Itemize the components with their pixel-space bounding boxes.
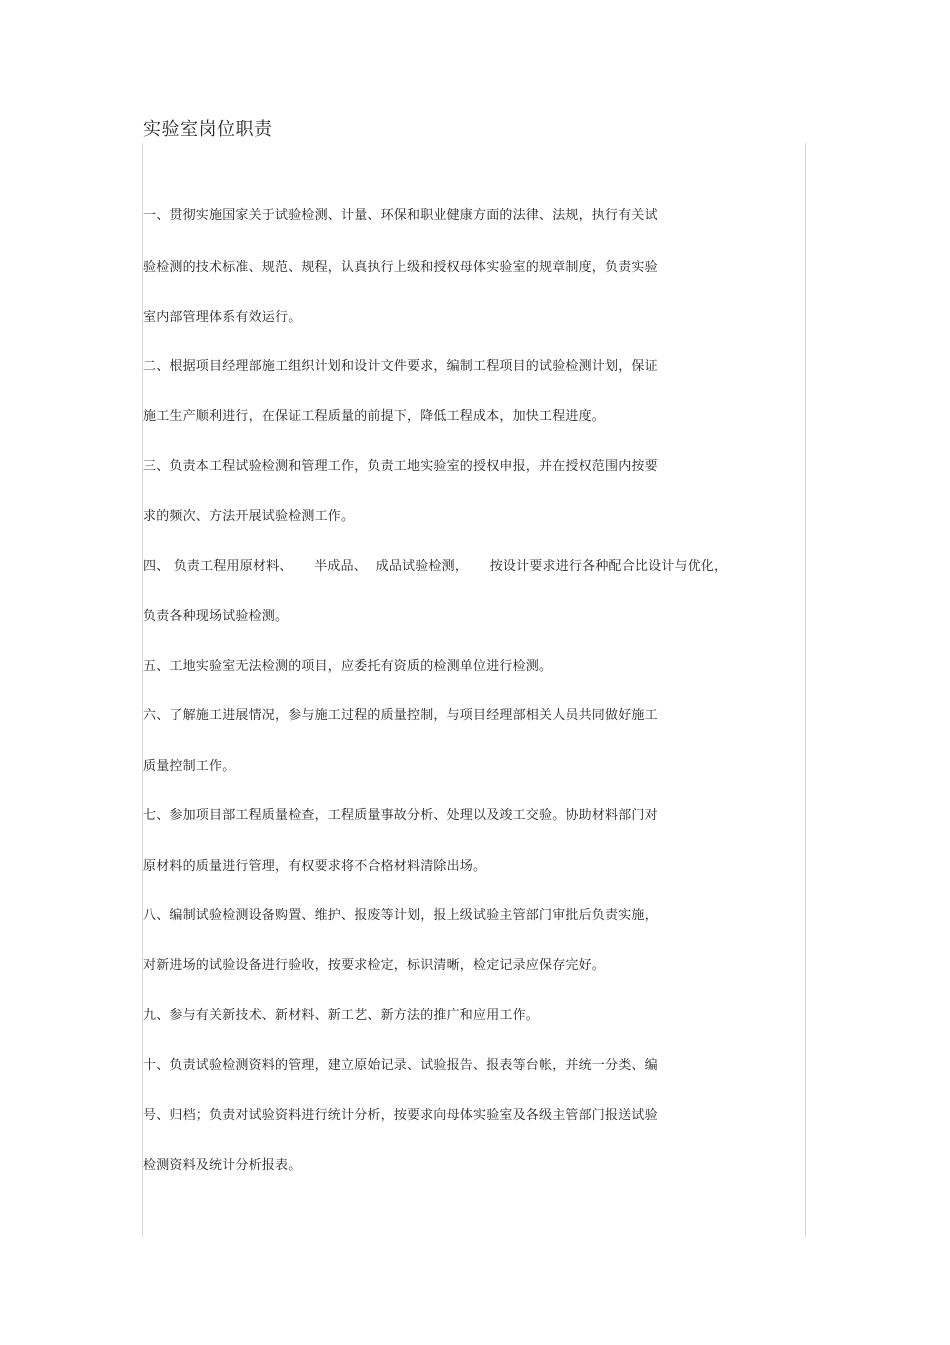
duty-line: 七、参加项目部工程质量检查，工程质量事故分析、处理以及竣工交验。协助材料部门对 — [143, 808, 658, 823]
duty-line: 验检测的技术标准、规范、规程，认真执行上级和授权母体实验室的规章制度，负责实验 — [143, 260, 658, 275]
duty-line: 原材料的质量进行管理，有权要求将不合格材料清除出场。 — [143, 859, 487, 874]
duty-line: 十、负责试验检测资料的管理，建立原始记录、试验报告、报表等台帐，并统一分类、编 — [143, 1058, 658, 1073]
duty-line: 检测资料及统计分析报表。 — [143, 1158, 302, 1173]
duty-line: 一、贯彻实施国家关于试验检测、计量、环保和职业健康方面的法律、法规，执行有关试 — [143, 208, 658, 223]
duty-line: 二、根据项目经理部施工组织计划和设计文件要求，编制工程项目的试验检测计划，保证 — [143, 359, 658, 374]
duty-line: 号、归档；负责对试验资料进行统计分析，按要求向母体实验室及各级主管部门报送试验 — [143, 1108, 658, 1123]
duty-line: 质量控制工作。 — [143, 759, 236, 774]
duty-line: 室内部管理体系有效运行。 — [143, 310, 302, 325]
duty-line: 四、 负责工程用原材料、 半成品、 成品试验检测， 按设计要求进行各种配合比设计与优化， — [143, 559, 728, 574]
duty-line: 六、了解施工进展情况，参与施工过程的质量控制，与项目经理部相关人员共同做好施工 — [143, 708, 658, 723]
duty-line: 负责各种现场试验检测。 — [143, 609, 289, 624]
duty-line: 三、负责本工程试验检测和管理工作，负责工地实验室的授权申报，并在授权范围内按要 — [143, 459, 658, 474]
duty-line: 五、工地实验室无法检测的项目，应委托有资质的检测单位进行检测。 — [143, 659, 553, 674]
duty-line: 求的频次、方法开展试验检测工作。 — [143, 509, 355, 524]
duty-line: 施工生产顺利进行，在保证工程质量的前提下，降低工程成本，加快工程进度。 — [143, 409, 606, 424]
page-title: 实验室岗位职责 — [143, 119, 273, 140]
duty-line: 九、参与有关新技术、新材料、新工艺、新方法的推广和应用工作。 — [143, 1008, 540, 1023]
duty-line: 八、编制试验检测设备购置、维护、报废等计划，报上级试验主管部门审批后负责实施， — [143, 908, 658, 923]
duty-line: 对新进场的试验设备进行验收，按要求检定，标识清晰，检定记录应保存完好。 — [143, 958, 606, 973]
